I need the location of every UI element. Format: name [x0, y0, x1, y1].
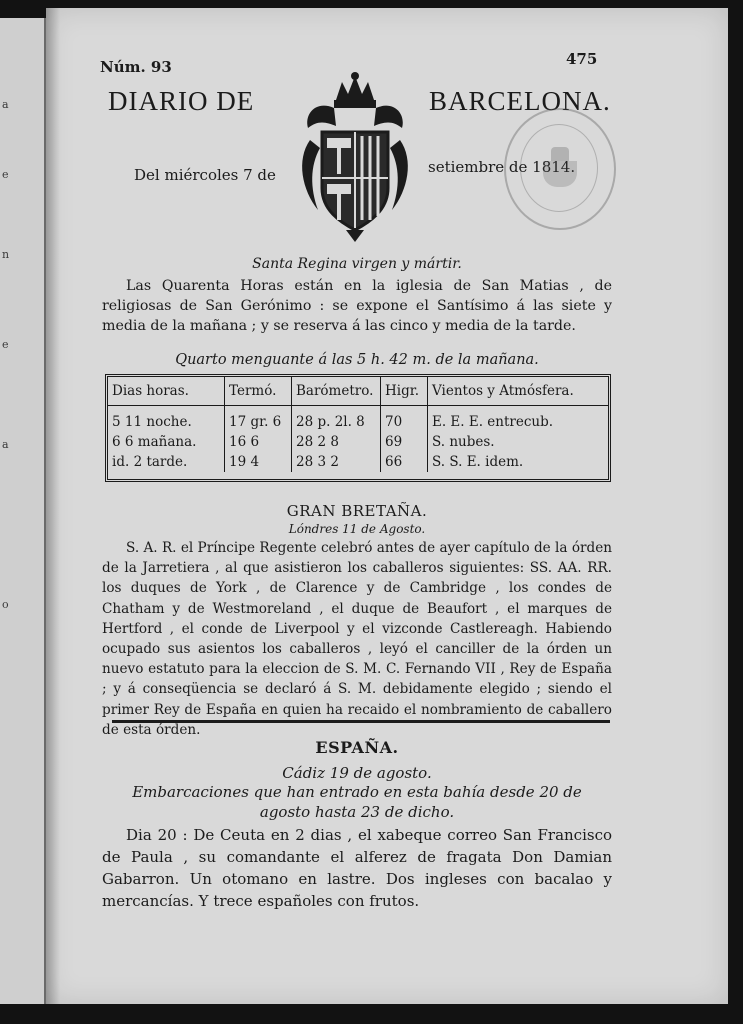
- section-title-spain: ESPAÑA.: [315, 738, 399, 757]
- newspaper-page: [46, 8, 728, 1004]
- weather-cell-temp: 17 gr. 6: [225, 406, 292, 433]
- weather-row: [108, 432, 608, 452]
- weather-header: Termó.: [225, 377, 292, 406]
- weather-cell-temp: 16 6: [225, 432, 292, 452]
- section-divider: [112, 720, 610, 723]
- dateline-london: Lóndres 11 de Agosto.: [288, 522, 426, 536]
- gutter-shadow: [46, 8, 60, 1004]
- article-great-britain: S. A. R. el Príncipe Regente celebró antes de ayer capítulo de la órden de la Jarretiera , al que asistieron los caballeros siguientes: SS. AA. RR. los duques de York , de Clarence y de Cambridge , los condes de Chatham y de Westmoreland , el duque de Beaufort , el marques de Hertford , el conde de Liverpool y el vizconde Castlereagh. Habiendo ocupado sus asientos los caballeros , leyó el canciller de la órden un nuevo estatuto para la eleccion de S. M. C. Fernando VII , Rey de España ; y á conseqüencia se declaró á S. M. debidamente elegido ; siendo el primer Rey de España en quien ha recaido el nombramiento de caballero de esta órden.: [102, 540, 612, 738]
- weather-cell-temp: 19 4: [225, 452, 292, 472]
- weather-table: [105, 374, 611, 482]
- stamp-crown-icon: [551, 147, 569, 161]
- masthead-date-left: Del miércoles 7 de: [134, 166, 276, 184]
- page-number: 475: [566, 50, 598, 68]
- weather-header: Barómetro.: [292, 377, 381, 406]
- weather-cell-baro: 28 p. 2l. 8: [292, 406, 381, 433]
- weather-cell-wind: S. nubes.: [432, 434, 495, 450]
- section-title-great-britain: GRAN BRETAÑA.: [286, 502, 428, 520]
- weather-cell-hygro: 66: [381, 452, 428, 472]
- facing-page-fragment: n: [2, 248, 10, 261]
- weather-cell-time: 5 11 noche.: [108, 406, 225, 433]
- weather-row: [108, 406, 608, 433]
- weather-cell-baro: 28 2 8: [292, 432, 381, 452]
- barcelona-coat-of-arms-icon: [296, 70, 414, 242]
- stamp-shield-icon: [543, 161, 577, 187]
- forty-hours-notice: Las Quarenta Horas están en la iglesia de San Matias , de religiosas de San Gerónimo : se expone el Santísimo á las siete y media de la mañana ; y se reserva á las cinco y media de la tarde.: [102, 278, 612, 334]
- saint-of-the-day: Santa Regina virgen y mártir.: [252, 256, 462, 272]
- facing-page-edge: [0, 18, 46, 1004]
- weather-cell-hygro: 70: [381, 406, 428, 433]
- weather-cell-wind: E. E. E. entrecub.: [432, 414, 554, 430]
- dateline-cadiz: Cádiz 19 de agosto.: [282, 764, 432, 782]
- article-spain: Dia 20 : De Ceuta en 2 dias , el xabeque correo San Francisco de Paula , su comandante el alferez de fragata Don Damian Gabarron. Un otomano en lastre. Dos ingleses con bacalao y mercancías. Y trece españoles con frutos.: [102, 826, 612, 910]
- arrivals-heading: Embarcaciones que han entrado en esta bahía desde 20 de agosto hasta 23 de dicho.: [132, 783, 582, 821]
- weather-header: Vientos y Atmósfera.: [428, 377, 609, 406]
- weather-cell-wind: S. S. E. idem.: [432, 454, 524, 470]
- weather-cell-time: id. 2 tarde.: [108, 452, 225, 472]
- weather-cell-time: 6 6 mañana.: [108, 432, 225, 452]
- facing-page-fragment: a: [2, 98, 9, 111]
- issue-number: Núm. 93: [100, 58, 172, 76]
- facing-page-fragment: o: [2, 598, 9, 611]
- masthead-title-left: DIARIO DE: [108, 86, 255, 116]
- weather-header: Higr.: [381, 377, 428, 406]
- facing-page-fragment: e: [2, 168, 9, 181]
- facing-page-fragment: e: [2, 338, 9, 351]
- weather-header: Dias horas.: [108, 377, 225, 406]
- facing-page-fragment: a: [2, 438, 9, 451]
- masthead-date-right: setiembre de 1814.: [428, 158, 576, 176]
- weather-cell-baro: 28 3 2: [292, 452, 381, 472]
- library-stamp-icon: [504, 108, 616, 230]
- masthead-title-right: BARCELONA.: [429, 86, 611, 116]
- weather-row: [108, 452, 608, 472]
- moon-phase: Quarto menguante á las 5 h. 42 m. de la mañana.: [175, 352, 539, 368]
- stamp-inner-ring: [520, 124, 598, 212]
- weather-cell-hygro: 69: [381, 432, 428, 452]
